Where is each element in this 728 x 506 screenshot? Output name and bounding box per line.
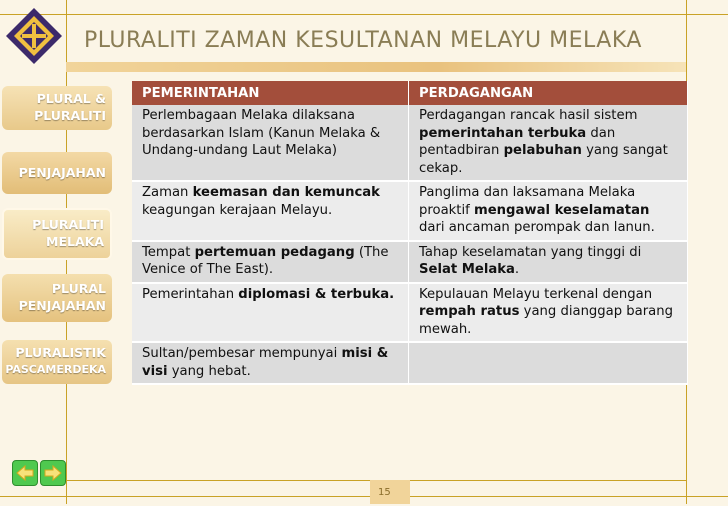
sidebar-item-label: PLURALITI	[32, 217, 104, 232]
sidebar-item-plural-pluraliti[interactable]	[2, 86, 112, 130]
cell-bold-text: pertemuan pedagang	[194, 244, 355, 260]
frame-line-top	[0, 14, 728, 15]
table-row	[132, 283, 688, 343]
table-row	[132, 105, 688, 181]
sidebar-item-label: PASCAMERDEKA	[5, 363, 106, 376]
cell-perdagangan	[409, 105, 688, 181]
sidebar-item-label: MELAKA	[46, 234, 104, 249]
cell-text: Tempat	[142, 244, 195, 260]
sidebar-item-pluraliti-melaka[interactable]	[2, 208, 112, 260]
cell-text: yang sangat cekap.	[419, 143, 668, 176]
cell-text: Perlembagaan Melaka dilaksana berdasarkan Islam (Kanun Melaka & Undang-undang Laut Melaka)	[142, 108, 381, 158]
sidebar-item-pluralistik-pascamerdeka[interactable]	[2, 340, 112, 384]
cell-text: dan pentadbiran	[419, 125, 616, 158]
comparison-table	[132, 81, 688, 385]
cell-text: Sultan/pembesar mempunyai	[142, 346, 342, 361]
sidebar-item-label: PLURAL &	[36, 91, 106, 106]
cell-pemerintahan	[132, 181, 409, 241]
cell-text: yang hebat.	[167, 363, 251, 379]
cell-pemerintahan	[132, 283, 409, 343]
cell-text: Panglima dan laksamana Melaka proaktif	[419, 185, 636, 218]
sidebar-item-label: PLURAL	[51, 281, 106, 296]
header-pemerintahan: PEMERINTAHAN	[132, 81, 409, 105]
cell-pemerintahan	[132, 105, 409, 181]
table-row	[132, 241, 688, 283]
cell-text: keagungan kerajaan Melayu.	[142, 202, 333, 218]
cell-text: yang dianggap barang mewah.	[419, 304, 673, 337]
table-row	[132, 181, 688, 241]
cell-bold-text: pemerintahan terbuka	[419, 125, 587, 141]
cell-pemerintahan	[132, 342, 409, 384]
cell-bold-text: mengawal keselamatan	[473, 202, 650, 218]
title-underline	[66, 62, 686, 72]
header-perdagangan: PERDAGANGAN	[409, 81, 688, 105]
arrow-left-icon	[13, 461, 37, 485]
cell-perdagangan	[409, 283, 688, 343]
cell-perdagangan	[409, 342, 688, 384]
cell-bold-text: rempah ratus	[419, 304, 520, 319]
cell-text: Tahap keselamatan yang tinggi di	[419, 244, 642, 260]
cell-perdagangan	[409, 181, 688, 241]
cell-bold-text: Selat Melaka	[419, 262, 515, 277]
page-number: 15	[370, 480, 410, 504]
table-header-row	[132, 81, 688, 105]
cell-text: Perdagangan rancak hasil sistem	[419, 108, 638, 123]
sidebar-item-label: PENJAJAHAN	[18, 165, 106, 180]
prev-slide-button[interactable]	[12, 460, 38, 486]
cell-bold-text: misi & visi	[142, 346, 389, 379]
university-logo-icon	[4, 6, 64, 66]
sidebar-item-label: PLURALISTIK	[15, 345, 106, 360]
sidebar-item-label: PENJAJAHAN	[18, 298, 106, 313]
cell-bold-text: pelabuhan	[503, 143, 582, 158]
cell-text: Pemerintahan	[142, 286, 239, 302]
table-row	[132, 342, 688, 384]
cell-text: dari ancaman perompak dan lanun.	[419, 220, 655, 235]
frame-line-bottom	[0, 496, 728, 497]
sidebar-item-label: PLURALITI	[34, 108, 106, 123]
cell-text: Kepulauan Melayu terkenal dengan	[419, 286, 653, 302]
slide-title: PLURALITI ZAMAN KESULTANAN MELAYU MELAKA	[84, 28, 642, 53]
cell-bold-text: keemasan dan kemuncak	[192, 185, 380, 200]
sidebar-item-plural-penjajahan[interactable]	[2, 274, 112, 322]
arrow-right-icon	[41, 461, 65, 485]
cell-text: (The Venice of The East).	[142, 244, 389, 277]
cell-text: Zaman	[142, 185, 193, 200]
cell-perdagangan	[409, 241, 688, 283]
cell-bold-text: diplomasi & terbuka.	[238, 286, 395, 302]
cell-pemerintahan	[132, 241, 409, 283]
sidebar-item-penjajahan[interactable]	[2, 152, 112, 194]
next-slide-button[interactable]	[40, 460, 66, 486]
cell-text: .	[514, 262, 520, 277]
